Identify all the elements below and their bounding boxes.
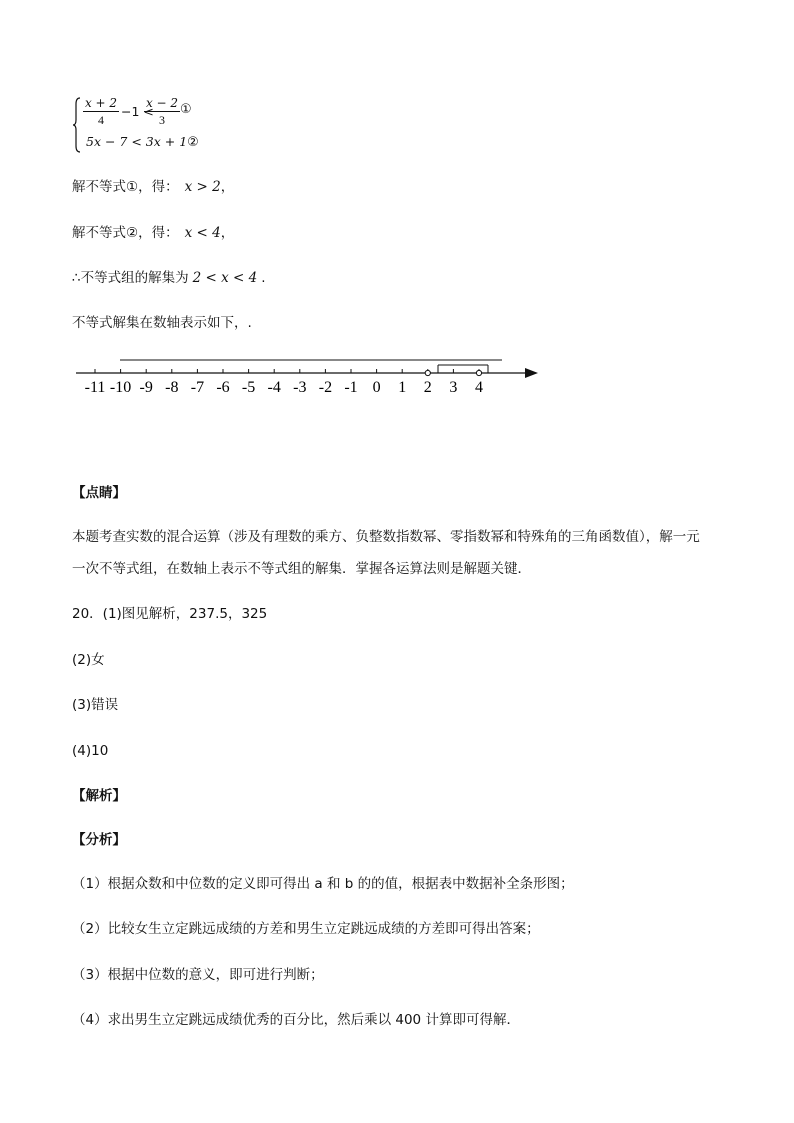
tick-label--4: -4: [267, 379, 281, 396]
brace-icon: [72, 96, 82, 154]
answer-2: (2)女: [72, 652, 105, 668]
solution-line-3-text: ∴不等式组的解集为: [72, 270, 189, 286]
dianjing-paragraph-2: 一次不等式组，在数轴上表示不等式组的解集．掌握各运算法则是解题关键．: [72, 561, 531, 577]
solution-line-3-end: .: [261, 270, 266, 286]
label-group: [85, 370, 483, 396]
tick-label-3: 3: [449, 379, 458, 396]
solution-line-1-text: 解不等式①，得：: [72, 179, 179, 195]
solution-line-4: 不等式解集在数轴表示如下，.: [72, 315, 252, 331]
solution-line-2-math: x < 4: [184, 225, 221, 241]
open-point-2: [425, 370, 430, 375]
tick-label--3: -3: [293, 379, 307, 396]
inequality-2-expression: 5x − 7 < 3x + 1: [86, 134, 188, 149]
solution-line-2-end: ，: [220, 225, 235, 241]
answer-4: (4)10: [72, 743, 109, 759]
tick-label--10: -10: [109, 379, 132, 396]
fraction-1-denominator: 4: [98, 113, 104, 127]
tick-label-1: 1: [398, 379, 407, 396]
tick-label-2: 2: [423, 379, 432, 396]
solution-line-1: [72, 177, 234, 197]
arrow-icon: [525, 368, 538, 378]
tick-label--8: -8: [165, 379, 179, 396]
tick-label--7: -7: [190, 379, 205, 396]
analysis-step-3: （3）根据中位数的意义，即可进行判断；: [72, 967, 324, 983]
fraction-2-denominator: 3: [159, 113, 165, 127]
tick-label--6: -6: [216, 379, 230, 396]
fraction-1-numerator: x + 2: [84, 96, 118, 110]
inequality-middle: −1 <: [121, 104, 154, 119]
tick-label--9: -9: [139, 379, 153, 396]
tick-label--5: -5: [241, 379, 256, 396]
tick-label--2: -2: [318, 379, 333, 396]
analysis-step-4: （4）求出男生立定跳远成绩优秀的百分比，然后乘以 400 计算即可得解．: [72, 1012, 520, 1028]
solution-line-2: [72, 223, 234, 243]
tick-label-4: 4: [475, 379, 483, 396]
fenxi-heading: 【分析】: [72, 832, 126, 848]
solution-line-1-end: ，: [220, 179, 235, 195]
analysis-step-2: （2）比较女生立定跳远成绩的方差和男生立定跳远成绩的方差即可得出答案；: [72, 921, 540, 937]
number-line: [70, 350, 550, 405]
fraction-2: [144, 96, 180, 127]
mark-2: ②: [187, 135, 199, 150]
solution-line-3-math: 2 < x < 4: [192, 270, 258, 286]
dianjing-paragraph-1: 本题考查实数的混合运算（涉及有理数的乘方、负整数指数幂、零指数幂和特殊角的三角函数值），解一元: [72, 529, 700, 545]
mark-1: ①: [180, 102, 192, 117]
inequality-system: [72, 96, 212, 156]
solution-line-2-text: 解不等式②，得：: [72, 225, 179, 241]
answer-1: 20．(1)图见解析，237.5，325: [72, 606, 268, 622]
fraction-2-numerator: x − 2: [145, 96, 179, 110]
tick-label--1: -1: [344, 379, 358, 396]
inequality-2: [86, 134, 199, 150]
analysis-step-1: （1）根据众数和中位数的定义即可得出 a 和 b 的的值，根据表中数据补全条形图；: [72, 876, 574, 892]
tick-label--11: -11: [84, 379, 106, 396]
tick-group: [95, 369, 479, 373]
solution-line-3: [72, 268, 265, 288]
open-point-4: [476, 370, 481, 375]
dianjing-heading: 【点睛】: [72, 485, 126, 501]
solution-line-1-math: x > 2: [184, 179, 221, 195]
answer-3: (3)错误: [72, 697, 119, 713]
tick-label-0: 0: [372, 379, 381, 396]
fraction-1: [83, 96, 119, 127]
jiexi-heading: 【解析】: [72, 788, 126, 804]
